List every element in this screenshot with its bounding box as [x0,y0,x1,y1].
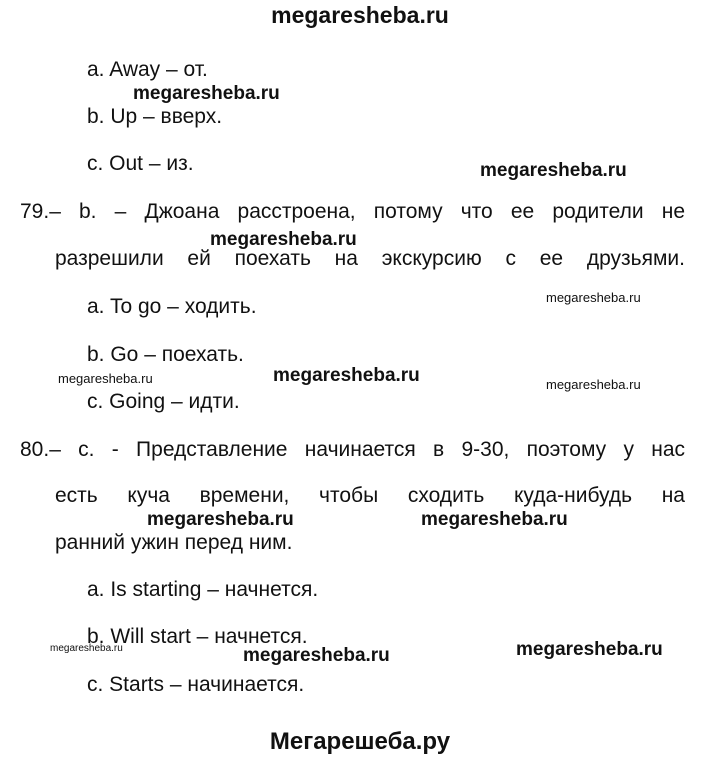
footer-site-title: Мегарешеба.ру [269,728,451,755]
watermark: megaresheba.ru [421,509,568,530]
answer-80-line-2: есть куча времени, чтобы сходить куда-нибудь на [55,484,685,507]
watermark: megaresheba.ru [147,509,294,530]
watermark: megaresheba.ru [58,371,153,386]
option-a-to-go: a. To go – ходить. [87,295,257,318]
answer-79-line-1: 79.– b. – Джоана расстроена, потому что ее родители не [20,200,685,223]
option-c-starts: c. Starts – начинается. [87,673,305,696]
option-a-away: a. Away – от. [87,58,208,81]
watermark: megaresheba.ru [243,645,390,666]
option-c-out: c. Out – из. [87,152,194,175]
answer-80-line-1: 80.– c. - Представление начинается в 9-30, поэтому у нас [20,438,685,461]
watermark: megaresheba.ru [546,290,641,305]
watermark: megaresheba.ru [480,160,627,181]
option-b-go: b. Go – поехать. [87,343,244,366]
answer-79-line-2: разрешили ей поехать на экскурсию с ее друзьями. [55,247,685,270]
option-c-going: c. Going – идти. [87,390,240,413]
watermark: megaresheba.ru [273,365,420,386]
watermark: megaresheba.ru [546,377,641,392]
header-site-title: megaresheba.ru [271,2,449,28]
watermark: megaresheba.ru [50,643,123,654]
watermark: megaresheba.ru [516,639,663,660]
option-a-is-starting: a. Is starting – начнется. [87,578,319,601]
option-b-will-start: b. Will start – начнется. [87,625,308,648]
watermark: megaresheba.ru [133,83,280,104]
answer-80-line-3: ранний ужин перед ним. [55,531,293,554]
watermark: megaresheba.ru [210,229,357,250]
option-b-up: b. Up – вверх. [87,105,223,128]
